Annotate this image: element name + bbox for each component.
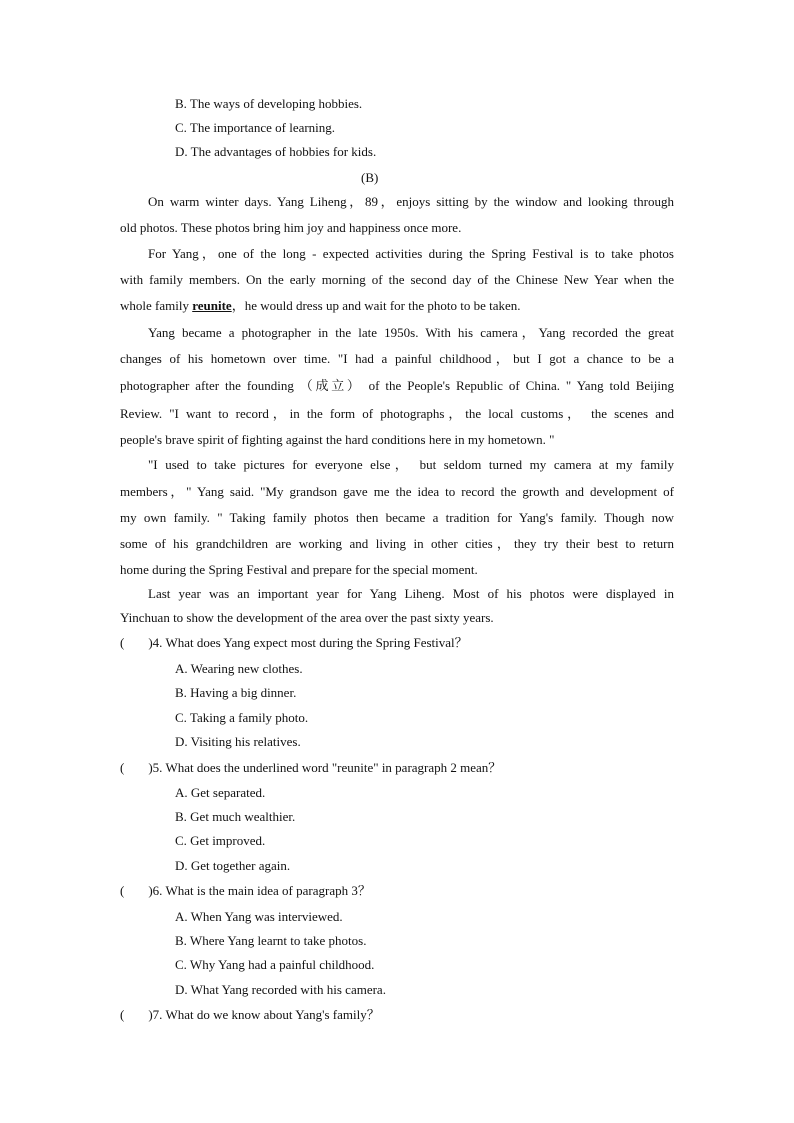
passage-p2-line3-before: whole family [120,298,193,313]
passage-p4-line3: my own family. " Taking family photos then became a tradition for Yang's family. Though now [120,510,674,525]
passage-p1-line2: old photos. These photos bring him joy and happiness once more. [120,220,462,235]
question-7-text: )7. What do we know about Yang's family？ [148,1007,380,1022]
question-4-option-a: A. Wearing new clothes. [175,661,303,676]
passage-p2-line2: with family members. On the early morning of the second day of the Chinese New Year when the [120,272,674,287]
passage-p5-line1: Last year was an important year for Yang Liheng. Most of his photos were displayed in [148,586,674,601]
passage-p2-line3-after: ，he would dress up and wait for the photo to be taken. [231,298,521,313]
answer-blank-open: ( [120,635,125,650]
question-5 [120,759,501,777]
question-4-option-c: C. Taking a family photo. [175,710,309,725]
passage-p1-line1: On warm winter days. Yang Liheng，89，enjoys sitting by the window and looking through [148,194,674,209]
underlined-word-reunite: reunite [192,298,232,313]
question-6-option-a: A. When Yang was interviewed. [175,909,343,924]
passage-p4-line4: some of his grandchildren are working and living in other cities，they try their best to return [120,536,674,551]
passage-p3-line3: photographer after the founding （成立） of the People's Republic of China. " Yang told Beijing [120,378,674,393]
question-5-option-c: C. Get improved. [175,833,266,848]
answer-blank-open: ( [120,883,125,898]
question-6-option-c: C. Why Yang had a painful childhood. [175,957,375,972]
passage-p2-line3 [120,297,521,315]
question-5-option-a: A. Get separated. [175,785,266,800]
question-7 [120,1006,380,1024]
section-label: (B) [361,170,379,185]
question-5-option-b: B. Get much wealthier. [175,809,296,824]
passage-p4-line5: home during the Spring Festival and prepare for the special moment. [120,562,478,577]
question-6-option-b: B. Where Yang learnt to take photos. [175,933,367,948]
question-6-option-d: D. What Yang recorded with his camera. [175,982,386,997]
question-6 [120,882,371,900]
question-4-option-b: B. Having a big dinner. [175,685,297,700]
passage-p3-line5: people's brave spirit of fighting against the hard conditions here in my hometown. " [120,432,555,447]
question-4-option-d: D. Visiting his relatives. [175,734,301,749]
answer-blank-open: ( [120,760,125,775]
question-6-text: )6. What is the main idea of paragraph 3？ [148,883,371,898]
question-5-option-d: D. Get together again. [175,858,291,873]
question-5-text: )5. What does the underlined word "reunite" in paragraph 2 mean？ [148,760,502,775]
passage-p5-line2: Yinchuan to show the development of the area over the past sixty years. [120,610,494,625]
prev-option-d: D. The advantages of hobbies for kids. [175,144,377,159]
prev-option-c: C. The importance of learning. [175,120,336,135]
prev-option-b: B. The ways of developing hobbies. [175,96,363,111]
question-4-text: )4. What does Yang expect most during the Spring Festival？ [148,635,468,650]
passage-p3-line1: Yang became a photographer in the late 1950s. With his camera，Yang recorded the great [148,325,674,340]
answer-blank-open: ( [120,1007,125,1022]
passage-p4-line2: members，" Yang said. "My grandson gave me the idea to record the growth and development of [120,484,674,499]
passage-p3-line2: changes of his hometown over time. "I had a painful childhood，but I got a chance to be a [120,351,674,366]
question-4 [120,634,468,652]
passage-p4-line1: "I used to take pictures for everyone else， but seldom turned my camera at my family [148,457,674,472]
passage-p3-line4: Review. "I want to record，in the form of photographs，the local customs， the scenes and [120,406,674,421]
passage-p2-line1: For Yang，one of the long - expected activities during the Spring Festival is to take photos [148,246,674,261]
